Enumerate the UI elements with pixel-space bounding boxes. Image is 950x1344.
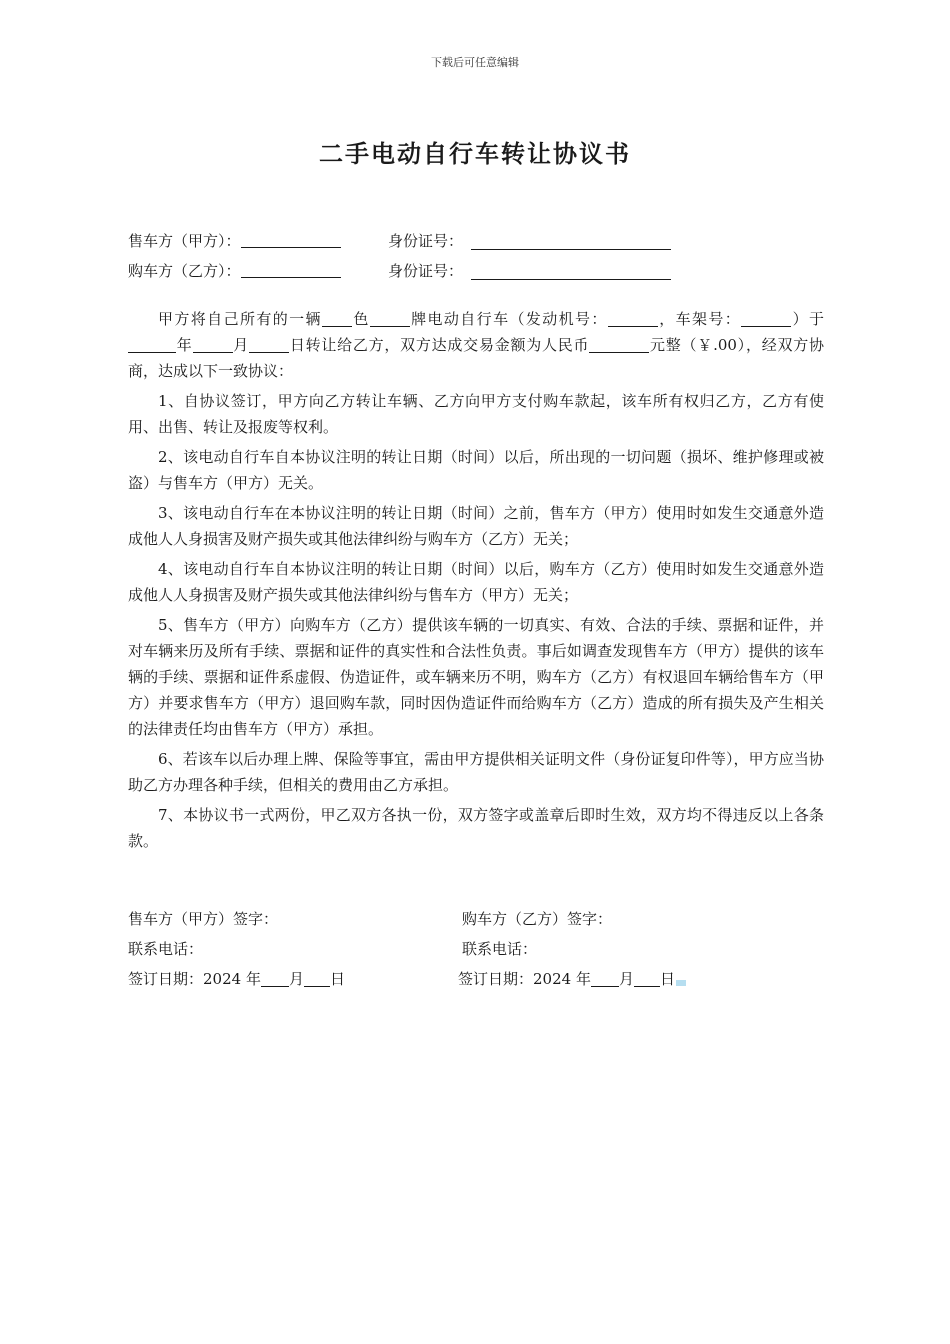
date-row <box>128 964 828 994</box>
seller-month-blank <box>261 969 289 987</box>
clause-5: 5、售车方（甲方）向购车方（乙方）提供该车辆的一切真实、有效、合法的手续、票据和证件，并对车辆来历及所有手续、票据和证件的真实性和合法性负责。事后如调查发现售车方（甲方）提供的该车辆的手续、票据和证件系虚假、伪造证件，或车辆来历不明，购车方（乙方）有权退回车辆给售车方（甲方）并要求售车方（甲方）退回购车款，同时因伪造证件而给购车方（乙方）造成的所有损失及产生相关的法律责任均由售车方（甲方）承担。 <box>128 616 824 738</box>
clause-1: 1、自协议签订，甲方向乙方转让车辆、乙方向甲方支付购车款起，该车所有权归乙方，乙方有使用、出售、转让及报废等权利。 <box>128 392 824 436</box>
buyer-signature-label: 购车方（乙方）签字： <box>462 910 613 928</box>
clause-7: 7、本协议书一式两份，甲乙双方各执一份，双方签字或盖章后即时生效，双方均不得违反以上各条款。 <box>128 806 824 850</box>
buyer-phone-label: 联系电话： <box>462 940 538 958</box>
brand-blank <box>370 309 410 327</box>
buyer-date: 签订日期：2024 年 月 日 <box>458 964 686 994</box>
amount-blank <box>589 335 649 353</box>
seller-signature-label: 售车方（甲方）签字： <box>128 910 279 928</box>
year-blank <box>128 335 176 353</box>
engine-no-blank <box>608 309 658 327</box>
color-blank <box>322 309 352 327</box>
cursor-mark <box>676 980 686 986</box>
agreement-body <box>128 306 824 858</box>
buyer-id-blank <box>471 262 671 280</box>
frame-no-blank <box>741 309 791 327</box>
party-info <box>128 226 828 286</box>
clause-2: 2、该电动自行车自本协议注明的转让日期（时间）以后，所出现的一切问题（损坏、维护修理或被盗）与售车方（甲方）无关。 <box>128 448 824 492</box>
day-blank <box>249 335 289 353</box>
seller-name-blank <box>241 229 341 248</box>
seller-id-label: 身份证号： <box>388 232 464 250</box>
seller-id-blank <box>471 232 671 250</box>
month-blank <box>193 335 233 353</box>
seller-row <box>128 226 828 256</box>
intro-paragraph: 甲方将自己所有的一辆 色 牌电动自行车（发动机号： ，车架号： ）于年 月 日转让给乙方，双方达成交易金额为人民币 元整（￥.00），经双方协商，达成以下一致协议： <box>128 310 824 380</box>
buyer-month-blank <box>591 969 619 987</box>
buyer-label: 购车方（乙方）： <box>128 262 241 280</box>
clause-4: 4、该电动自行车自本协议注明的转让日期（时间）以后，购车方（乙方）使用时如发生交通意外造成他人人身损害及财产损失或其他法律纠纷与售车方（甲方）无关； <box>128 560 824 604</box>
seller-label: 售车方（甲方）： <box>128 232 241 250</box>
seller-day-blank <box>304 969 330 987</box>
seller-date: 签订日期：2024 年 月 日 <box>128 970 345 988</box>
buyer-day-blank <box>634 969 660 987</box>
header-note: 下载后可任意编辑 <box>431 56 519 69</box>
buyer-id-label: 身份证号： <box>388 262 464 280</box>
buyer-row <box>128 256 828 286</box>
seller-phone-label: 联系电话： <box>128 940 204 958</box>
document-title: 二手电动自行车转让协议书 <box>319 140 631 168</box>
clause-3: 3、该电动自行车在本协议注明的转让日期（时间）之前，售车方（甲方）使用时如发生交通意外造成他人人身损害及财产损失或其他法律纠纷与购车方（乙方）无关； <box>128 504 824 548</box>
phone-row <box>128 934 828 964</box>
sign-row <box>128 904 828 934</box>
signature-section <box>128 904 828 994</box>
clause-6: 6、若该车以后办理上牌、保险等事宜，需由甲方提供相关证明文件（身份证复印件等），甲方应当协助乙方办理各种手续，但相关的费用由乙方承担。 <box>128 750 824 794</box>
buyer-name-blank <box>241 259 341 278</box>
